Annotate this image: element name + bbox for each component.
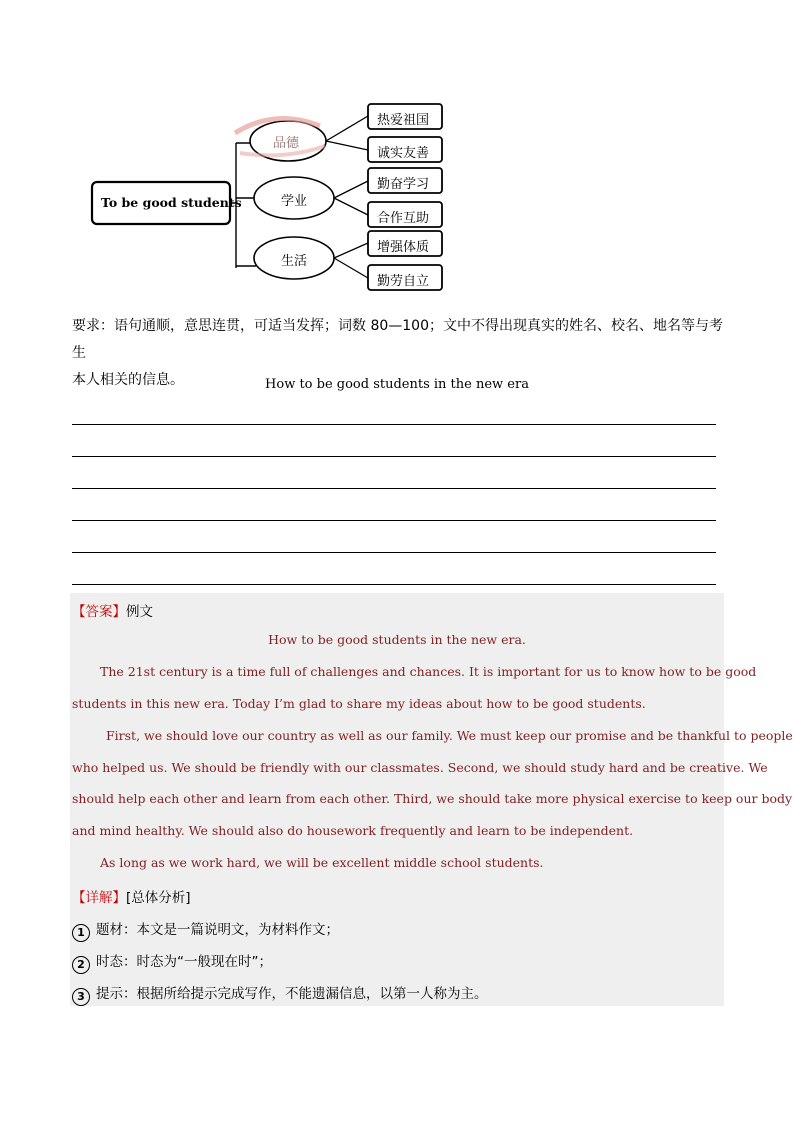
essay-line-4: who helped us. We should be friendly with our classmates. Second, we should study hard and be creative. We	[72, 760, 768, 775]
number-circle-1: 1	[72, 924, 90, 942]
branch-label-study: 学业	[281, 194, 308, 209]
leaf-honest-friendly: 诚实友善	[377, 146, 430, 161]
detail-tag-text: [总体分析]	[126, 890, 191, 906]
essay-line-5: should help each other and learn from each other. Third, we should take more physical exercise to keep our body	[72, 791, 793, 806]
essay-line-6: and mind healthy. We should also do housework frequently and learn to be independent.	[72, 823, 634, 838]
branch-label-life: 生活	[281, 254, 308, 269]
essay-title: How to be good students in the new era	[265, 377, 529, 392]
detail-point-3	[72, 982, 488, 1006]
writing-line	[72, 552, 716, 553]
detail-point-text: 时态：时态为“一般现在时”；	[96, 954, 272, 970]
diagram-root-label: To be good students	[101, 195, 242, 210]
writing-line	[72, 584, 716, 585]
branch-label-character: 品德	[273, 136, 300, 151]
mind-map-diagram	[70, 98, 460, 298]
number-circle-3: 3	[72, 988, 90, 1006]
writing-line	[72, 456, 716, 457]
number-circle-2: 2	[72, 956, 90, 974]
answer-tag: 【答案】	[72, 604, 126, 620]
leaf-cooperate: 合作互助	[377, 211, 430, 226]
essay-line-3: First, we should love our country as well as our family. We must keep our promise and be thankful to people	[106, 728, 793, 743]
leaf-stronger-body: 增强体质	[377, 240, 430, 255]
requirement-line-2: 本人相关的信息。	[72, 372, 184, 388]
detail-point-text: 题材：本文是一篇说明文，为材料作文；	[96, 922, 339, 938]
essay-line-2: students in this new era. Today I’m glad to share my ideas about how to be good students.	[72, 696, 646, 711]
detail-heading	[72, 886, 191, 906]
writing-line	[72, 488, 716, 489]
answer-heading	[72, 600, 153, 620]
leaf-independent: 勤劳自立	[377, 274, 430, 289]
essay-line-7: As long as we work hard, we will be excellent middle school students.	[100, 855, 544, 870]
essay-line-1: The 21st century is a time full of challenges and chances. It is important for us to know how to be good	[100, 664, 757, 679]
leaf-study-hard: 勤奋学习	[377, 177, 430, 192]
detail-point-2	[72, 950, 272, 974]
requirement-line-1: 要求：语句通顺，意思连贯，可适当发挥；词数 80—100；文中不得出现真实的姓名、校名、地名等与考生	[72, 318, 723, 361]
writing-line	[72, 520, 716, 521]
detail-point-text: 提示：根据所给提示完成写作，不能遗漏信息，以第一人称为主。	[96, 986, 488, 1002]
writing-line	[72, 424, 716, 425]
detail-point-1	[72, 918, 339, 942]
sample-essay-title: How to be good students in the new era.	[268, 632, 526, 647]
answer-tag-text: 例文	[126, 604, 153, 620]
leaf-love-country: 热爱祖国	[377, 113, 430, 128]
detail-tag: 【详解】	[72, 890, 126, 906]
